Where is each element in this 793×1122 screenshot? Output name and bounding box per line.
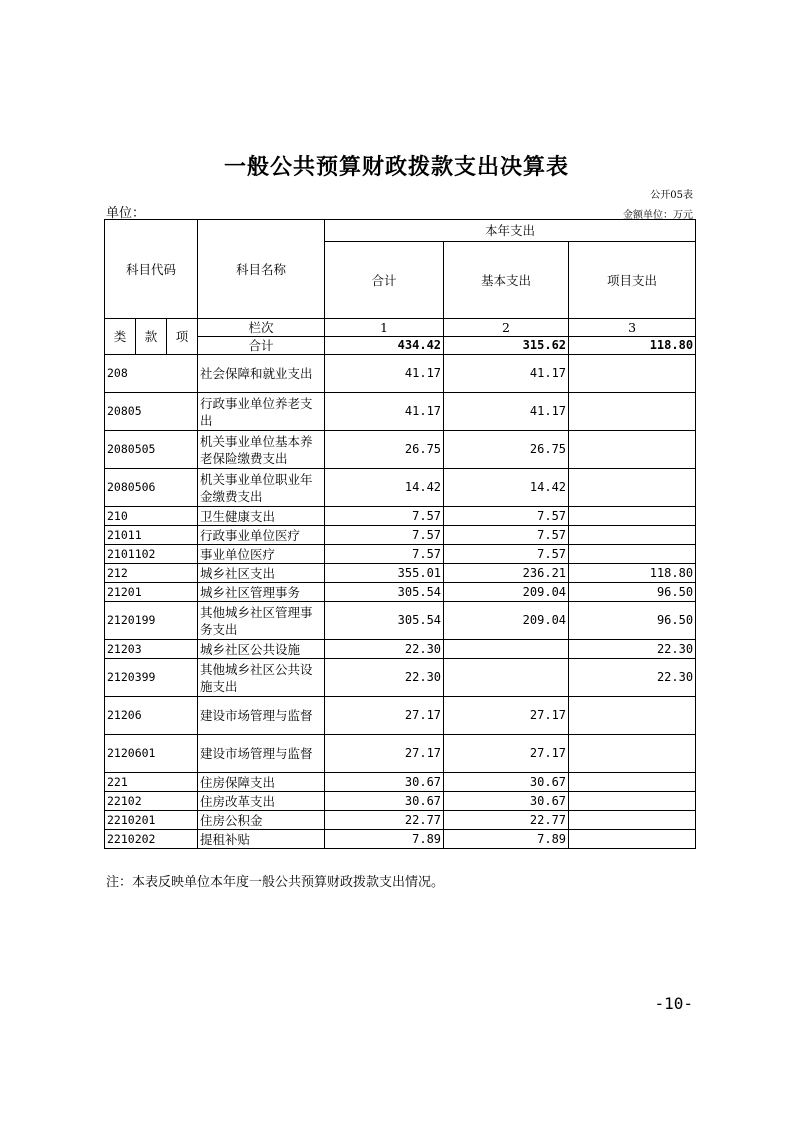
row-name: 其他城乡社区管理事务支出 [198, 602, 325, 640]
row-total: 305.54 [325, 602, 444, 640]
row-total: 27.17 [325, 697, 444, 735]
row-code: 221 [105, 773, 198, 792]
row-code: 2120399 [105, 659, 198, 697]
row-code: 2210202 [105, 830, 198, 849]
table-row [105, 507, 696, 526]
row-code: 2080505 [105, 431, 198, 469]
column-number-1: 1 [325, 319, 444, 337]
row-basic [444, 659, 569, 697]
row-total: 27.17 [325, 735, 444, 773]
table-row [105, 830, 696, 849]
row-total: 7.57 [325, 507, 444, 526]
header-basic: 基本支出 [444, 242, 569, 319]
row-code: 22102 [105, 792, 198, 811]
row-total: 30.67 [325, 773, 444, 792]
row-name: 住房公积金 [198, 811, 325, 830]
row-code: 20805 [105, 393, 198, 431]
row-project [569, 697, 696, 735]
table-note: 注：本表反映单位本年度一般公共预算财政拨款支出情况。 [106, 875, 445, 890]
row-name: 机关事业单位职业年金缴费支出 [198, 469, 325, 507]
row-project: 96.50 [569, 602, 696, 640]
row-project [569, 792, 696, 811]
row-project [569, 735, 696, 773]
row-project [569, 526, 696, 545]
table-row [105, 431, 696, 469]
row-project [569, 773, 696, 792]
row-project [569, 431, 696, 469]
row-code: 21011 [105, 526, 198, 545]
row-code: 210 [105, 507, 198, 526]
header-current-year: 本年支出 [325, 220, 696, 242]
table-row [105, 564, 696, 583]
row-code: 208 [105, 355, 198, 393]
header-row-1 [105, 220, 696, 242]
row-code: 212 [105, 564, 198, 583]
row-total: 41.17 [325, 355, 444, 393]
row-project [569, 830, 696, 849]
table-row [105, 773, 696, 792]
row-total: 305.54 [325, 583, 444, 602]
row-project [569, 469, 696, 507]
row-basic: 26.75 [444, 431, 569, 469]
row-code: 2080506 [105, 469, 198, 507]
row-project [569, 355, 696, 393]
table-row [105, 469, 696, 507]
row-basic: 7.57 [444, 507, 569, 526]
row-name: 机关事业单位基本养老保险缴费支出 [198, 431, 325, 469]
row-total: 41.17 [325, 393, 444, 431]
form-number: 公开05表 [650, 190, 693, 201]
column-number-3: 3 [569, 319, 696, 337]
row-name: 卫生健康支出 [198, 507, 325, 526]
row-name: 建设市场管理与监督 [198, 735, 325, 773]
row-basic [444, 640, 569, 659]
column-order-label: 栏次 [198, 319, 325, 337]
column-order-row [105, 319, 696, 337]
row-total: 7.89 [325, 830, 444, 849]
row-project [569, 811, 696, 830]
row-basic: 14.42 [444, 469, 569, 507]
summary-basic: 315.62 [444, 337, 569, 355]
table-row [105, 602, 696, 640]
row-basic: 209.04 [444, 602, 569, 640]
row-name: 其他城乡社区公共设施支出 [198, 659, 325, 697]
row-project [569, 545, 696, 564]
unit-label: 单位： [106, 206, 146, 221]
row-total: 355.01 [325, 564, 444, 583]
row-project [569, 507, 696, 526]
row-name: 城乡社区公共设施 [198, 640, 325, 659]
row-name: 住房保障支出 [198, 773, 325, 792]
row-name: 城乡社区管理事务 [198, 583, 325, 602]
row-total: 30.67 [325, 792, 444, 811]
summary-label: 合计 [198, 337, 325, 355]
table-row [105, 526, 696, 545]
row-basic: 30.67 [444, 773, 569, 792]
page-title: 一般公共预算财政拨款支出决算表 [223, 154, 569, 180]
row-code: 2101102 [105, 545, 198, 564]
row-basic: 7.57 [444, 545, 569, 564]
header-name: 科目名称 [198, 220, 325, 319]
row-code: 2210201 [105, 811, 198, 830]
page-number: -10- [654, 994, 693, 1013]
row-name: 行政事业单位养老支出 [198, 393, 325, 431]
row-basic: 27.17 [444, 697, 569, 735]
row-total: 7.57 [325, 526, 444, 545]
header-lei: 类 [105, 319, 136, 355]
table-row [105, 659, 696, 697]
row-basic: 27.17 [444, 735, 569, 773]
header-code: 科目代码 [105, 220, 198, 319]
row-project: 96.50 [569, 583, 696, 602]
row-total: 7.57 [325, 545, 444, 564]
row-name: 建设市场管理与监督 [198, 697, 325, 735]
row-code: 21201 [105, 583, 198, 602]
row-code: 21203 [105, 640, 198, 659]
row-name: 社会保障和就业支出 [198, 355, 325, 393]
summary-total: 434.42 [325, 337, 444, 355]
row-name: 事业单位医疗 [198, 545, 325, 564]
row-project: 22.30 [569, 659, 696, 697]
row-project [569, 393, 696, 431]
row-project: 118.80 [569, 564, 696, 583]
table-row [105, 811, 696, 830]
amount-unit: 金额单位：万元 [623, 210, 693, 221]
table-row [105, 355, 696, 393]
row-code: 2120601 [105, 735, 198, 773]
row-basic: 236.21 [444, 564, 569, 583]
header-kuan: 款 [136, 319, 167, 355]
row-code: 21206 [105, 697, 198, 735]
expenditure-table [104, 219, 696, 849]
table-row [105, 583, 696, 602]
header-total: 合计 [325, 242, 444, 319]
row-basic: 30.67 [444, 792, 569, 811]
row-basic: 209.04 [444, 583, 569, 602]
header-project: 项目支出 [569, 242, 696, 319]
table-row [105, 545, 696, 564]
row-basic: 7.57 [444, 526, 569, 545]
row-name: 行政事业单位医疗 [198, 526, 325, 545]
row-name: 提租补贴 [198, 830, 325, 849]
row-total: 22.77 [325, 811, 444, 830]
row-name: 住房改革支出 [198, 792, 325, 811]
row-total: 22.30 [325, 640, 444, 659]
row-total: 22.30 [325, 659, 444, 697]
row-total: 26.75 [325, 431, 444, 469]
table-row [105, 792, 696, 811]
row-basic: 22.77 [444, 811, 569, 830]
row-basic: 41.17 [444, 355, 569, 393]
table-row [105, 640, 696, 659]
table-row [105, 697, 696, 735]
row-code: 2120199 [105, 602, 198, 640]
row-basic: 7.89 [444, 830, 569, 849]
table-row [105, 735, 696, 773]
row-project: 22.30 [569, 640, 696, 659]
column-number-2: 2 [444, 319, 569, 337]
summary-project: 118.80 [569, 337, 696, 355]
header-xiang: 项 [167, 319, 198, 355]
row-basic: 41.17 [444, 393, 569, 431]
table-row [105, 393, 696, 431]
row-total: 14.42 [325, 469, 444, 507]
row-name: 城乡社区支出 [198, 564, 325, 583]
